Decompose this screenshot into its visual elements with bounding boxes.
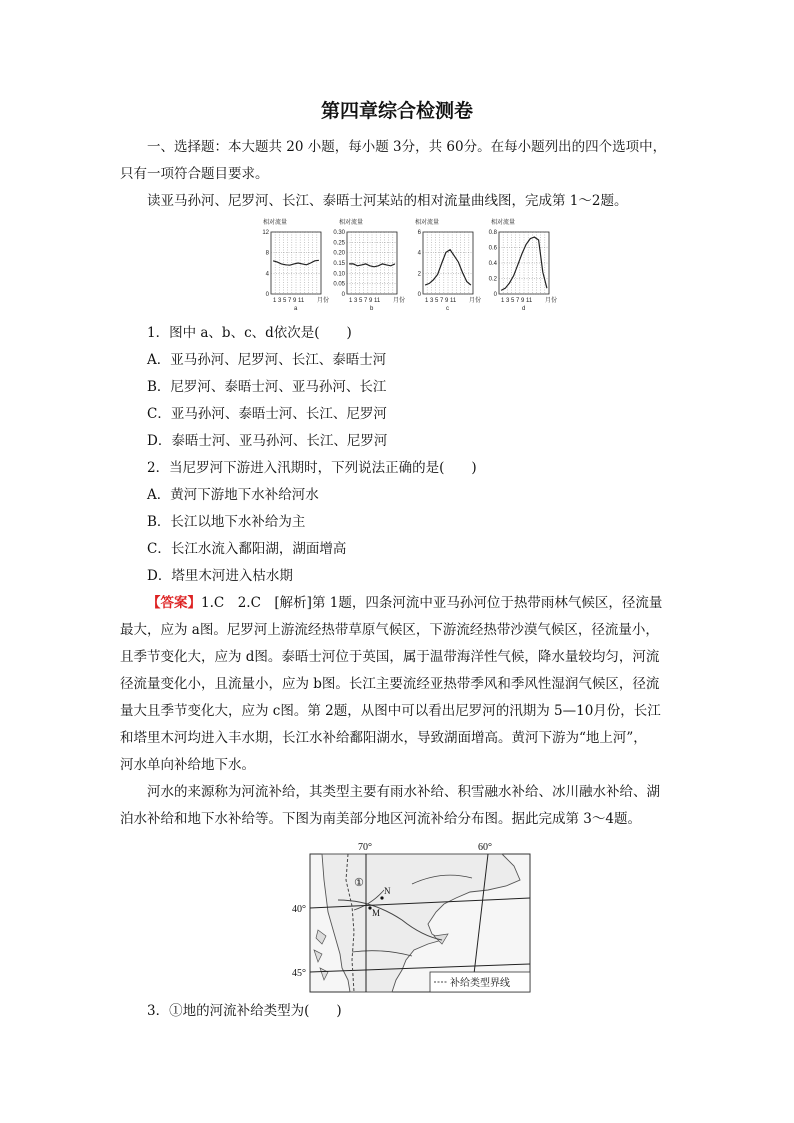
section-instruction-line1: 一、选择题：本大题共 20 小题，每小题 3分，共 60分。在每小题列出的四个选项中，	[147, 139, 667, 155]
chart-d-svg	[483, 216, 558, 320]
chart-d-ytick: 0.6	[488, 245, 497, 252]
chart-d-xunit: 月份	[545, 298, 558, 304]
intro-text-1: 读亚马孙河、尼罗河、长江、泰晤士河某站的相对流量曲线图，完成第 1～2题。	[147, 193, 628, 209]
question-3-stem: 3．①地的河流补给类型为( )	[147, 1003, 342, 1019]
chart-a-ytick: 12	[262, 230, 269, 236]
answer-line-7: 河水单向补给地下水。	[120, 757, 255, 773]
point-N	[380, 896, 383, 899]
chart-a-xunit: 月份	[317, 298, 330, 304]
chart-a-xticks: 1 3 5 7 9 11	[273, 298, 305, 304]
label-lon-60: 60°	[478, 842, 492, 853]
chart-b	[331, 216, 406, 320]
chart-d-ylabel: 相对流量	[491, 220, 516, 226]
chart-d-ytick: 0	[493, 292, 497, 298]
question-1-option-c: C．亚马孙河、泰晤士河、长江、尼罗河	[147, 406, 387, 422]
legend-text: 补给类型界线	[450, 978, 510, 989]
chart-c-ytick: 4	[417, 250, 421, 257]
chart-c-ylabel: 相对流量	[415, 220, 440, 226]
question-2-option-a: A．黄河下游地下水补给河水	[147, 487, 319, 503]
page-title: 第四章综合检测卷	[320, 100, 473, 122]
chart-c-ytick: 6	[417, 230, 421, 236]
chart-d-ytick: 0.2	[488, 276, 497, 283]
south-america-map	[292, 840, 532, 994]
chart-b-ylabel: 相对流量	[339, 220, 364, 226]
chart-d-ytick: 0.4	[488, 261, 497, 267]
chart-a-ytick: 8	[265, 250, 269, 257]
point-M	[368, 906, 371, 909]
chart-c-ytick: 0	[417, 292, 421, 298]
chart-b-label: b	[370, 306, 374, 312]
chart-c-label: c	[446, 306, 449, 312]
chart-b-ytick: 0.25	[333, 240, 345, 247]
question-1-option-d: D．泰晤士河、亚马孙河、长江、尼罗河	[147, 433, 388, 449]
chart-d-ytick: 0.8	[488, 230, 497, 236]
chart-a-svg	[255, 216, 330, 320]
intro-text-2-line2: 泊水补给和地下水补给等。下图为南美部分地区河流补给分布图。据此完成第 3～4题。	[120, 811, 641, 827]
chart-b-xticks: 1 3 5 7 9 11	[349, 298, 381, 304]
question-2-option-d: D．塔里木河进入枯水期	[147, 568, 293, 584]
label-N: N	[384, 886, 391, 896]
label-lat-40: 40°	[292, 904, 306, 915]
label-M: M	[372, 908, 381, 918]
chart-b-ytick: 0.20	[333, 250, 345, 257]
chart-d	[483, 216, 558, 320]
chart-b-ytick: 0	[341, 292, 345, 298]
chart-a-ylabel: 相对流量	[263, 220, 288, 226]
chart-d-label: d	[522, 306, 526, 312]
flow-charts-figure	[255, 216, 558, 320]
chart-b-ytick: 0.10	[333, 271, 345, 278]
chart-a-label: a	[294, 306, 298, 312]
chart-c-svg	[407, 216, 482, 320]
chart-a-ytick: 4	[265, 271, 269, 278]
answer-line-4: 径流量变化小，且流量小，应为 b图。长江主要流经亚热带季风和季风性湿润气候区，径流	[120, 676, 660, 692]
question-1-stem: 1．图中 a、b、c、d依次是( )	[147, 325, 352, 341]
chart-a	[255, 216, 330, 320]
answer-text-1: 1.C 2.C [解析]第 1题，四条河流中亚马孙河位于热带雨林气候区，径流量	[201, 595, 663, 611]
chart-b-ytick: 0.05	[333, 281, 345, 288]
label-lon-70: 70°	[358, 842, 372, 853]
question-2-option-c: C．长江水流入鄱阳湖，湖面增高	[147, 541, 347, 557]
chart-c-xticks: 1 3 5 7 9 11	[425, 298, 457, 304]
chart-b-svg	[331, 216, 406, 320]
label-circle-1: ①	[354, 876, 364, 889]
chart-a-ytick: 0	[265, 292, 269, 298]
chart-c	[407, 216, 482, 320]
question-1-option-a: A．亚马孙河、尼罗河、长江、泰晤士河	[147, 352, 387, 368]
answer-line-1	[120, 590, 680, 617]
chart-d-xticks: 1 3 5 7 9 11	[501, 298, 533, 304]
chart-b-ytick: 0.15	[333, 261, 345, 267]
question-1-option-b: B．尼罗河、泰晤士河、亚马孙河、长江	[147, 379, 387, 395]
intro-text-2-line1: 河水的来源称为河流补给，其类型主要有雨水补给、积雪融水补给、冰川融水补给、湖	[147, 784, 660, 800]
section-instruction-line2: 只有一项符合题目要求。	[120, 166, 269, 182]
answer-line-5: 量大且季节变化大，应为 c图。第 2题，从图中可以看出尼罗河的汛期为 5—10月份，长江	[120, 703, 661, 719]
answer-tag: 【答案】	[147, 595, 201, 611]
chart-b-ytick: 0.30	[333, 230, 345, 236]
question-2-stem: 2．当尼罗河下游进入汛期时，下列说法正确的是( )	[147, 460, 477, 476]
answer-line-6: 和塔里木河均进入丰水期，长江水补给鄱阳湖水，导致湖面增高。黄河下游为“地上河”，	[120, 730, 647, 746]
chart-c-xunit: 月份	[469, 298, 482, 304]
chart-c-ytick: 2	[417, 271, 421, 278]
question-2-option-b: B．长江以地下水补给为主	[147, 514, 306, 530]
label-lat-45: 45°	[292, 968, 306, 979]
answer-line-3: 且季节变化大，应为 d图。泰晤士河位于英国，属于温带海洋性气候，降水量较均匀，河流	[120, 649, 660, 665]
answer-line-2: 最大，应为 a图。尼罗河上游流经热带草原气候区，下游流经热带沙漠气候区，径流量小，	[120, 622, 659, 638]
map-svg	[292, 840, 532, 994]
chart-b-xunit: 月份	[393, 298, 406, 304]
